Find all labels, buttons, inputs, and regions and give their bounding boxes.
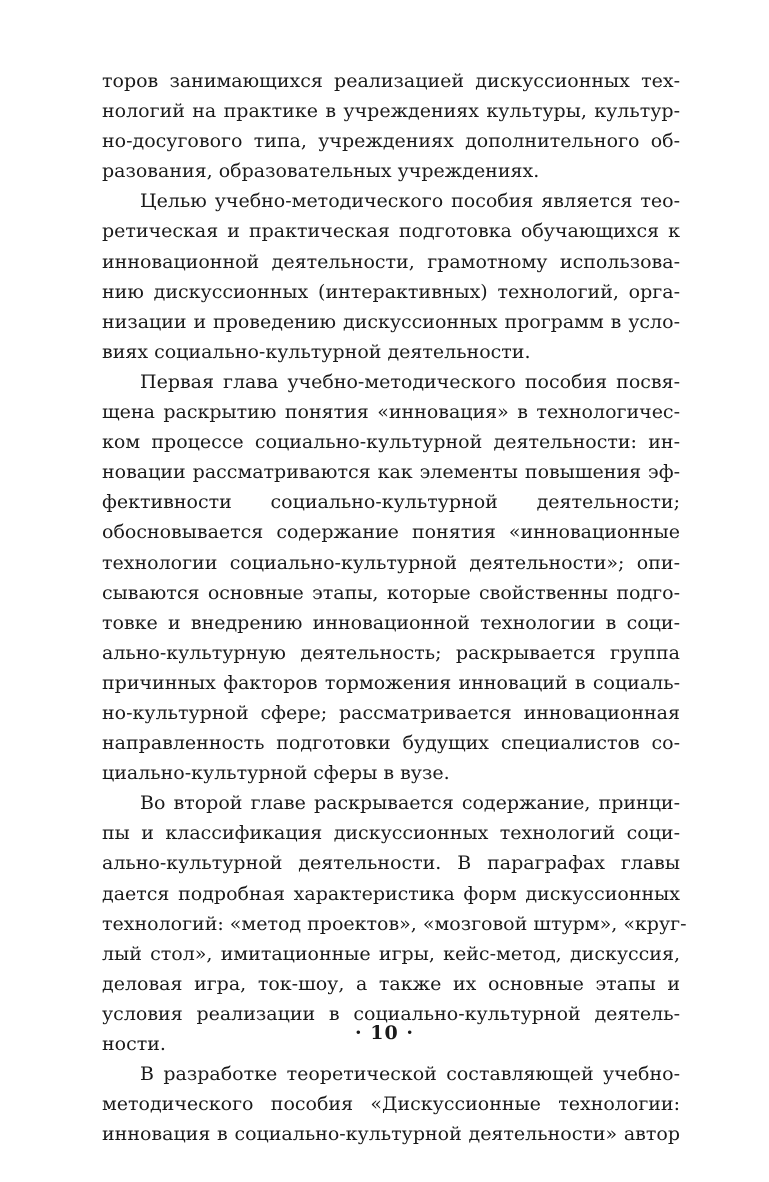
- text-line: товке и внедрению инновационной технологии в соци-: [102, 611, 680, 634]
- text-line: Первая глава учебно-методического пособия посвя-: [140, 370, 680, 393]
- text-line: ности.: [102, 1033, 166, 1055]
- text-line: Целью учебно-методического пособия является тео-: [140, 190, 680, 213]
- text-line: дается подробная характеристика форм дискуссионных: [102, 882, 680, 905]
- text-line: виях социально-культурной деятельности.: [102, 340, 531, 363]
- text-line: ком процессе социально-культурной деятельности: ин-: [102, 431, 680, 454]
- text-line: сываются основные этапы, которые свойственны подго-: [102, 581, 680, 604]
- text-line: технологии социально-культурной деятельности»; опи-: [102, 551, 680, 574]
- text-line: фективности социально-культурной деятельности;: [102, 491, 680, 514]
- text-line: нию дискуссионных (интерактивных) технологий, орга-: [102, 280, 680, 303]
- text-line: Во второй главе раскрывается содержание, принци-: [140, 792, 680, 815]
- text-line: новации рассматриваются как элементы повышения эф-: [102, 461, 680, 484]
- text-line: разования, образовательных учреждениях.: [102, 160, 540, 183]
- text-line: ально-культурной деятельности. В параграфах главы: [102, 852, 680, 875]
- text-line: циально-культурной сферы в вузе.: [102, 762, 450, 785]
- text-line: но-культурной сфере; рассматривается инновационная: [102, 701, 680, 724]
- text-line: инновационной деятельности, грамотному использова-: [102, 250, 680, 273]
- text-line: но-досугового типа, учреждениях дополнительного об-: [102, 130, 680, 153]
- page-body-text: [102, 66, 687, 1149]
- text-line: причинных факторов торможения инноваций в социаль-: [102, 671, 680, 694]
- text-line: инновация в социально-культурной деятельности» автор: [102, 1123, 680, 1146]
- text-line: ально-культурную деятельность; раскрывается группа: [102, 641, 680, 664]
- text-line: методического пособия «Дискуссионные технологии:: [102, 1093, 680, 1116]
- text-line: торов занимающихся реализацией дискуссионных тех-: [102, 70, 680, 92]
- text-line: ретическая и практическая подготовка обучающихся к: [102, 220, 680, 243]
- text-line: пы и классификация дискуссионных технологий соци-: [102, 822, 680, 845]
- text-line: нологий на практике в учреждениях культуры, культур-: [102, 100, 680, 123]
- text-line: лый стол», имитационные игры, кейс-метод, дискуссия,: [102, 942, 680, 965]
- text-line: условия реализации в социально-культурной деятель-: [102, 1002, 680, 1025]
- text-line: направленность подготовки будущих специалистов со-: [102, 732, 680, 755]
- page-number: · 10 ·: [355, 1022, 414, 1044]
- text-line: обосновывается содержание понятия «инновационные: [102, 521, 680, 544]
- text-line: щена раскрытию понятия «инновация» в технологичес-: [102, 401, 680, 424]
- text-line: деловая игра, ток-шоу, а также их основные этапы и: [102, 972, 680, 995]
- text-line: технологий: «метод проектов», «мозговой штурм», «круг-: [102, 912, 687, 935]
- text-line: В разработке теоретической составляющей учебно-: [140, 1063, 680, 1086]
- text-line: низации и проведению дискуссионных программ в усло-: [102, 310, 680, 333]
